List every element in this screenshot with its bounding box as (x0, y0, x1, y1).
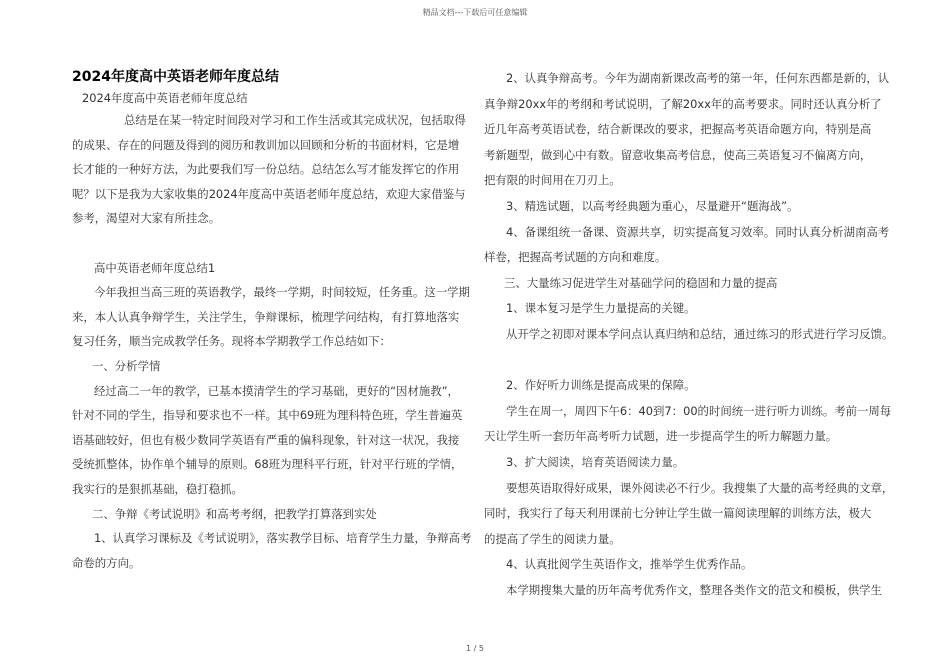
document-subtitle: 2024年度高中英语老师年度总结 (82, 91, 248, 105)
intro-line: 长才能的一种好方法，为此要我们写一份总结。总结怎么写才能发挥它的作用 (72, 162, 460, 177)
paragraph-line: 受统抓整体，协作单个辅导的原则。68班为理科平行班，针对平行班的学情， (72, 457, 463, 472)
paragraph-line: 复习任务，顺当完成教学任务。现将本学期教学工作总结如下： (72, 334, 391, 349)
paragraph-line: 天让学生听一套历年高考听力试题，进一步提高学生的听力解题力量。 (484, 429, 838, 444)
page-number: 1 / 5 (466, 644, 484, 653)
list-item: 4、备课组统一备课、资源共享，切实提高复习效率。同时认真分析湖南高考 (506, 224, 890, 239)
paragraph-line: 来，本人认真争辩学生，关注学生，争辩课标，梳理学问结构，有打算地落实 (72, 309, 460, 324)
paragraph-line: 今年我担当高三班的英语教学，最终一学期，时间较短，任务重。这一学期 (94, 285, 470, 300)
paragraph-line: 近几年高考英语试卷，结合新课改的要求，把握高考英语命题方向，特别是高 (484, 122, 872, 137)
left-column (72, 66, 472, 575)
section-heading: 一、分析学情 (92, 358, 161, 373)
paragraph-line: 同时，我实行了每天利用课前七分钟让学生做一篇阅读理解的训练方法，极大 (484, 506, 872, 521)
paragraph-line: 考新题型，做到心中有数。留意收集高考信息，使高三英语复习不偏离方向， (484, 147, 872, 162)
subsection-heading: 2、作好听力训练是提高成果的保障。 (506, 378, 696, 393)
paragraph-line: 要想英语取得好成果，课外阅读必不行少。我搜集了大量的高考经典的文章， (506, 480, 894, 495)
paragraph-line: 真争辩20xx年的考纲和考试说明，了解20xx年的高考要求。同时还认真分析了 (484, 96, 882, 111)
intro-line: 的成果、存在的问题及得到的阅历和教训加以回顾和分析的书面材料，它是增 (72, 137, 460, 152)
intro-line: 总结是在某一特定时间段对学习和工作生活或其完成状况，包括取得 (124, 113, 466, 127)
section-heading: 二、争辩《考试说明》和高考考纲，把教学打算落到实处 (92, 506, 377, 521)
paragraph-line: 2、认真争辩高考。今年为湖南新课改高考的第一年，任何东西都是新的，认 (506, 71, 890, 85)
paragraph-line: 本学期搜集大量的历年高考优秀作文，整理各类作文的范文和模板，供学生 (506, 582, 882, 597)
paragraph-line: 我实行的是狠抓基础，稳打稳抓。 (72, 481, 243, 496)
paragraph-line: 学生在周一，周四下午6：40到7：00的时间统一进行听力训练。考前一周每 (506, 403, 892, 418)
paragraph-line: 从开学之初即对课本学问点认真归纳和总结，通过练习的形式进行学习反馈。 (506, 326, 894, 341)
subsection-heading: 3、扩大阅读，培育英语阅读力量。 (506, 454, 685, 469)
paragraph-line: 1、认真学习课标及《考试说明》，落实教学目标、培育学生力量，争辩高考 (94, 531, 472, 546)
section-heading: 三、大量练习促进学生对基础学问的稳固和力量的提高 (504, 275, 778, 290)
list-item: 3、精选试题，以高考经典题为重心，尽量避开“题海战”。 (506, 198, 799, 213)
blank-line (72, 231, 468, 256)
paragraph-line: 语基础较好，但也有极少数同学英语有严重的偏科现象，针对这一状况，我接 (72, 432, 460, 447)
right-column (484, 66, 894, 603)
paragraph-line: 经过高二一年的教学，已基本摸清学生的学习基础，更好的“因材施教”， (94, 383, 459, 398)
paragraph-line: 的提高了学生的阅读力量。 (484, 531, 621, 546)
intro-line: 呢？以下是我为大家收集的2024年度高中英语老师年度总结，欢迎大家借鉴与 (72, 186, 466, 201)
paragraph-line: 样卷，把握高考试题的方向和难度。 (484, 250, 667, 265)
document-title: 2024年度高中英语老师年度总结 (72, 69, 279, 85)
subsection-heading: 4、认真批阅学生英语作文，推举学生优秀作品。 (506, 557, 753, 572)
blank-line (484, 348, 884, 374)
paragraph-line: 把有限的时间用在刀刃上。 (484, 173, 621, 188)
intro-line: 参考，渴望对大家有所挂念。 (72, 211, 221, 226)
paragraph-line: 针对不同的学生，指导和要求也不一样。其中69班为理科特色班，学生普遍英 (72, 408, 463, 423)
section-title: 高中英语老师年度总结1 (94, 260, 216, 275)
paragraph-line: 命卷的方向。 (72, 555, 141, 570)
subsection-heading: 1、课本复习是学生力量提高的关键。 (506, 301, 696, 316)
page-header: 精品文档---下载后可任意编辑 (422, 8, 528, 17)
